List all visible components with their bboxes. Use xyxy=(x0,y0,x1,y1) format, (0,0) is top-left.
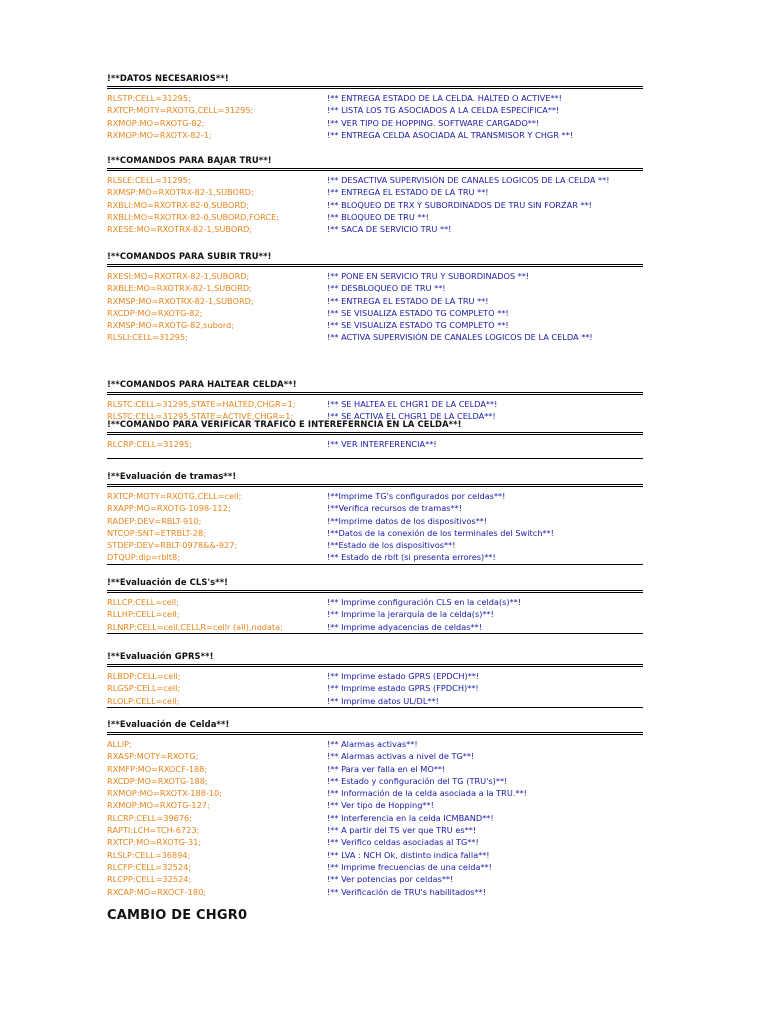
command-row xyxy=(107,129,643,141)
command-text: RXBLI:MO=RXOTRX-82-0,SUBORD,FORCE; xyxy=(107,211,280,222)
section xyxy=(107,72,643,145)
command-description: !** VER TIPO DE HOPPING. SOFTWARE CARGADO**! xyxy=(327,117,540,128)
section-title: !**DATOS NECESARIOS**! xyxy=(107,73,229,83)
command-row xyxy=(107,682,643,694)
section-divider xyxy=(107,168,643,171)
section xyxy=(107,154,643,239)
command-row xyxy=(107,861,643,873)
command-row xyxy=(107,199,643,211)
section-title: !**COMANDOS PARA SUBIR TRU**! xyxy=(107,251,272,261)
command-text: RXCDP:MO=RXOTG-188; xyxy=(107,775,208,786)
section xyxy=(107,718,643,898)
section-title: !**COMANDOS PARA HALTEAR CELDA**! xyxy=(107,379,297,389)
command-description: !** LVA : NCH Ok, distinto indica falla**! xyxy=(327,849,490,860)
command-row xyxy=(107,92,643,104)
command-text: RLGSP:CELL=cell; xyxy=(107,683,181,694)
command-description: !** Imprime estado GPRS (FPDCH)**! xyxy=(327,683,479,694)
command-row xyxy=(107,849,643,861)
command-text: RXTCP:MOTY=RXOTG,CELL=31295; xyxy=(107,105,254,116)
command-row xyxy=(107,750,643,762)
command-row xyxy=(107,621,643,633)
command-description: !** Verifico celdas asociadas al TG**! xyxy=(327,837,479,848)
command-text: RXMOP:MO=RXOTX-188-10; xyxy=(107,788,223,799)
command-description: !** Alarmas activas**! xyxy=(327,739,418,749)
section-divider xyxy=(107,264,643,267)
command-text: RLCFP:CELL=32524; xyxy=(107,861,192,872)
command-row xyxy=(107,502,643,514)
command-description: !** A partir del TS ver que TRU es**! xyxy=(327,825,477,836)
command-row xyxy=(107,490,643,502)
command-row xyxy=(107,295,643,307)
command-description: !** SE HALTEA EL CHGR1 DE LA CELDA**! xyxy=(327,399,498,409)
command-description: !**Verifica recursos de tramas**! xyxy=(327,503,462,514)
command-text: RLBDP:CELL=cell; xyxy=(107,671,181,681)
command-description: !** Imprime la jerarquía de la celda(s)**! xyxy=(327,609,494,620)
command-description: !** Estado y configuración del TG (TRU's)**! xyxy=(327,775,508,786)
section-divider xyxy=(107,590,643,593)
command-description: !** Estado de rblt (si presenta errores)**! xyxy=(327,552,496,563)
command-row xyxy=(107,695,643,707)
command-row xyxy=(107,307,643,319)
command-description: !** VER INTERFERENCIA**! xyxy=(327,439,437,449)
command-description: !** Imprime datos UL/DL**! xyxy=(327,695,439,706)
command-description: !** PONE EN SERVICIO TRU Y SUBORDINADOS **! xyxy=(327,271,530,281)
command-row xyxy=(107,211,643,223)
command-text: RLSTC:CELL=31295,STATE=ACTIVE,CHGR=1; xyxy=(107,411,294,422)
command-row xyxy=(107,223,643,235)
section-title: !**Evaluación de tramas**! xyxy=(107,471,237,481)
command-text: RADEP:DEV=RBLT-910; xyxy=(107,515,202,526)
section xyxy=(107,576,643,634)
command-row xyxy=(107,836,643,848)
command-row xyxy=(107,775,643,787)
section-title: !**Evaluación GPRS**! xyxy=(107,651,214,661)
command-row xyxy=(107,186,643,198)
command-row xyxy=(107,398,643,410)
command-row xyxy=(107,331,643,343)
command-text: RXBLI:MO=RXOTRX-82-0,SUBORD; xyxy=(107,199,250,210)
command-description: !** LISTA LOS TG ASOCIADOS A LA CELDA ESPECIFICA**! xyxy=(327,105,560,116)
command-description: !** ENTREGA EL ESTADO DE LA TRU **! xyxy=(327,295,489,306)
command-text: RXCAP:MO=RXOCF-180; xyxy=(107,886,207,897)
command-description: !** BLOQUEO DE TRU **! xyxy=(327,211,429,222)
command-text: RLOLP:CELL=cell; xyxy=(107,695,180,706)
command-row xyxy=(107,812,643,824)
section-end-divider xyxy=(107,633,643,634)
section-title: !**COMANDOS PARA BAJAR TRU**! xyxy=(107,155,272,165)
command-text: RXMOP:MO=RXOTX-82-1; xyxy=(107,129,212,140)
command-description: !** SACA DE SERVICIO TRU **! xyxy=(327,224,452,235)
command-description: !** ACTIVA SUPERVISIÓN DE CANALES LOGICOS DE LA CELDA **! xyxy=(327,332,593,343)
command-text: RLCRP:CELL=39676; xyxy=(107,812,193,823)
command-description: !** Alarmas activas a nivel de TG**! xyxy=(327,751,475,762)
command-text: RLSTP:CELL=31295; xyxy=(107,93,191,103)
section-end-divider xyxy=(107,458,643,459)
command-description: !** BLOQUEO DE TRX Y SUBORDINADOS DE TRU SIN FORZAR **! xyxy=(327,199,592,210)
command-text: RXMSP:MO=RXOTG-82,subord; xyxy=(107,320,235,331)
command-text: RXMOP:MO=RXOTG-82; xyxy=(107,117,205,128)
command-row xyxy=(107,270,643,282)
command-row xyxy=(107,763,643,775)
command-description: !** Imprime configuración CLS en la celda(s)**! xyxy=(327,597,522,607)
command-description: !** Información de la celda asociada a la TRU.**! xyxy=(327,788,527,799)
command-row xyxy=(107,319,643,331)
final-heading: CAMBIO DE CHGR0 xyxy=(107,908,248,923)
command-row xyxy=(107,117,643,129)
command-description: !** Imprime adyacencias de celdas**! xyxy=(327,621,482,632)
section-divider xyxy=(107,432,643,435)
command-row xyxy=(107,551,643,563)
command-text: RAPTI:LCH=TCH-6723; xyxy=(107,825,200,836)
section-divider xyxy=(107,484,643,487)
command-description: !** ENTREGA CELDA ASOCIADA AL TRANSMISOR Y CHGR **! xyxy=(327,129,573,140)
command-text: RXMOP:MO=RXOTG-127; xyxy=(107,800,210,811)
command-row xyxy=(107,282,643,294)
command-description: !** SE ACTIVA EL CHGR1 DE LA CELDA**! xyxy=(327,411,496,422)
command-description: !**Datos de la conexión de los terminales del Switch**! xyxy=(327,527,554,538)
command-description: !**Estado de los dispositivos**! xyxy=(327,540,456,551)
command-description: !** Imprime estado GPRS (EPDCH)**! xyxy=(327,671,480,681)
command-text: DTQUP:dip=rblt8; xyxy=(107,552,180,563)
command-description: !** DESBLOQUEO DE TRU **! xyxy=(327,283,446,294)
command-text: RXMSP:MO=RXOTRX-82-1,SUBORD; xyxy=(107,187,254,198)
command-text: RLSLP:CELL=36894; xyxy=(107,849,191,860)
section-divider xyxy=(107,392,643,395)
command-text: RXESE:MO=RXOTRX-82-1,SUBORD; xyxy=(107,224,253,235)
command-row xyxy=(107,539,643,551)
command-description: !** ENTREGA ESTADO DE LA CELDA. HALTED O ACTIVE**! xyxy=(327,93,562,103)
command-text: RLLHP:CELL=cell; xyxy=(107,609,180,620)
command-text: RLCRP:CELL=31295; xyxy=(107,439,193,449)
section-divider xyxy=(107,732,643,735)
command-description: !** Verificación de TRU's habilitados**! xyxy=(327,886,487,897)
command-text: RXTCP:MOTY=RXOTG,CELL=cell; xyxy=(107,491,242,501)
section xyxy=(107,418,643,459)
section xyxy=(107,250,643,348)
section-end-divider xyxy=(107,707,643,708)
command-text: RXCDP:MO=RXOTG-82; xyxy=(107,307,203,318)
command-description: !** Ver tipo de Hopping**! xyxy=(327,800,434,811)
section-divider xyxy=(107,86,643,89)
command-row xyxy=(107,515,643,527)
command-row xyxy=(107,438,643,450)
command-text: RXBLE:MO=RXOTRX-82-1,SUBORD; xyxy=(107,283,252,294)
command-text: ALLIP; xyxy=(107,739,132,749)
command-text: RXESI:MO=RXOTRX-82-1,SUBORD; xyxy=(107,271,250,281)
command-text: RLLCP:CELL=cell; xyxy=(107,597,179,607)
command-text: RXASP:MOTY=RXOTG; xyxy=(107,751,199,762)
command-row xyxy=(107,104,643,116)
command-text: RLCPP:CELL=32524; xyxy=(107,874,192,885)
command-text: STDEP:DEV=RBLT-0978&&-927; xyxy=(107,540,238,551)
command-description: !** SE VISUALIZA ESTADO TG COMPLETO **! xyxy=(327,307,509,318)
command-description: !** DESACTIVA SUPERVISIÓN DE CANALES LOGICOS DE LA CELDA **! xyxy=(327,175,610,185)
command-description: !** SE VISUALIZA ESTADO TG COMPLETO **! xyxy=(327,320,509,331)
command-text: RLNRP:CELL=cell,CELLR=cellr (all),nodata; xyxy=(107,621,283,632)
section-divider xyxy=(107,664,643,667)
command-row xyxy=(107,670,643,682)
command-text: NTCOP:SNT=ETRBLT-28; xyxy=(107,527,206,538)
command-text: RXMSP:MO=RXOTRX-82-1,SUBORD; xyxy=(107,295,254,306)
section-title: !**Evaluación de Celda**! xyxy=(107,719,230,729)
command-text: RLSTC:CELL=31295,STATE=HALTED,CHGR=1; xyxy=(107,399,296,409)
section-title: !**Evaluación de CLS's**! xyxy=(107,577,229,587)
command-description: !** Para ver falla en el MO**! xyxy=(327,763,446,774)
command-row xyxy=(107,873,643,885)
command-description: !** ENTREGA EL ESTADO DE LA TRU **! xyxy=(327,187,489,198)
command-row xyxy=(107,527,643,539)
command-text: RLSLE:CELL=31295; xyxy=(107,175,191,185)
command-text: RXTCP:MO=RXOTG-31; xyxy=(107,837,202,848)
command-description: !**Imprime datos de los dispositivos**! xyxy=(327,515,488,526)
command-row xyxy=(107,886,643,898)
command-row xyxy=(107,596,643,608)
command-row xyxy=(107,799,643,811)
command-text: RXMFP:MO=RXOCF-188; xyxy=(107,763,208,774)
section-title: !**COMANDO PARA VERIFICAR TRAFICO E INTEREFERNCIA EN LA CELDA**! xyxy=(107,419,462,429)
command-text: RXAPP:MO=RXOTG-1098-112; xyxy=(107,503,231,514)
command-row xyxy=(107,608,643,620)
command-row xyxy=(107,824,643,836)
command-row xyxy=(107,738,643,750)
section-end-divider xyxy=(107,564,643,565)
section xyxy=(107,650,643,708)
command-description: !** Imprime frecuencias de una celda**! xyxy=(327,861,492,872)
section xyxy=(107,470,643,565)
command-row xyxy=(107,787,643,799)
command-description: !** Ver potencias por celdas**! xyxy=(327,874,454,885)
command-text: RLSLI:CELL=31295; xyxy=(107,332,188,343)
command-description: !**Imprime TG's configurados por celdas**! xyxy=(327,491,506,501)
command-row xyxy=(107,174,643,186)
command-description: !** Interferencia en la celda ICMBAND**! xyxy=(327,812,494,823)
